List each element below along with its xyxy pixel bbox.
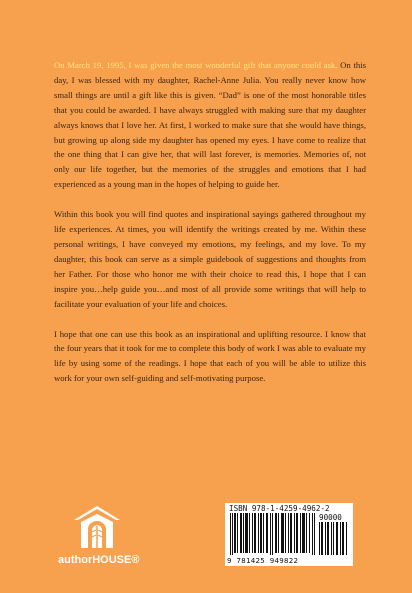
isbn-barcode	[225, 503, 353, 566]
paragraph-1	[54, 58, 366, 192]
lead-line: On March 19, 1995, I was given the most wonderful gift that anyone could ask.	[54, 60, 338, 70]
barcode-digits: 9 781425 949822	[227, 556, 299, 565]
barcode-main-bars	[230, 513, 316, 555]
back-cover-text	[54, 58, 366, 401]
barcode-addon-bars	[319, 522, 349, 555]
publisher-logo	[58, 504, 148, 574]
price-code: 90000	[319, 513, 342, 522]
paragraph-1-rest: On this day, I was blessed with my daughter, Rachel-Anne Julia. You really never know how small things are until a gift like this is given. “Dad” is one of the most honorable titles that you could be awarded. I have always struggled with making sure that my daughter always knows that I love her. At first, I worked to make sure that she would have things, but growing up along side my daughter has opened my eyes. I have come to realize that the one thing that I can give her, that will last forever, is memories. Memories of, not only our life together, but the memories of the struggles and emotions that I had experienced as a young man in the hopes of helping to guide her.	[54, 60, 366, 190]
house-book-icon	[72, 504, 122, 550]
paragraph-3: I hope that one can use this book as an inspirational and uplifting resource. I know that the four years that it took for me to complete this body of work I was able to evaluate my life by using some of the readings. I hope that each of you will be able to utilize this work for your own self-guiding and self-motivating purpose.	[54, 328, 366, 384]
paragraph-2: Within this book you will find quotes and inspirational sayings gathered throughout my life experiences. At times, you will identify the writings created by me. Within these personal writings, I have conveyed my emotions, my feelings, and my love. To my daughter, this book can serve as a simple guidebook of suggestions and thoughts from her Father. For those who honor me with their choice to read this, I hope that I can inspire you…help guide you…and most of all provide some writings that will help to facilitate your evaluation of your life and choices.	[54, 209, 366, 309]
publisher-wordmark: authorHOUSE®	[58, 554, 140, 566]
isbn-label: ISBN 978-1-4259-4962-2	[229, 504, 330, 513]
